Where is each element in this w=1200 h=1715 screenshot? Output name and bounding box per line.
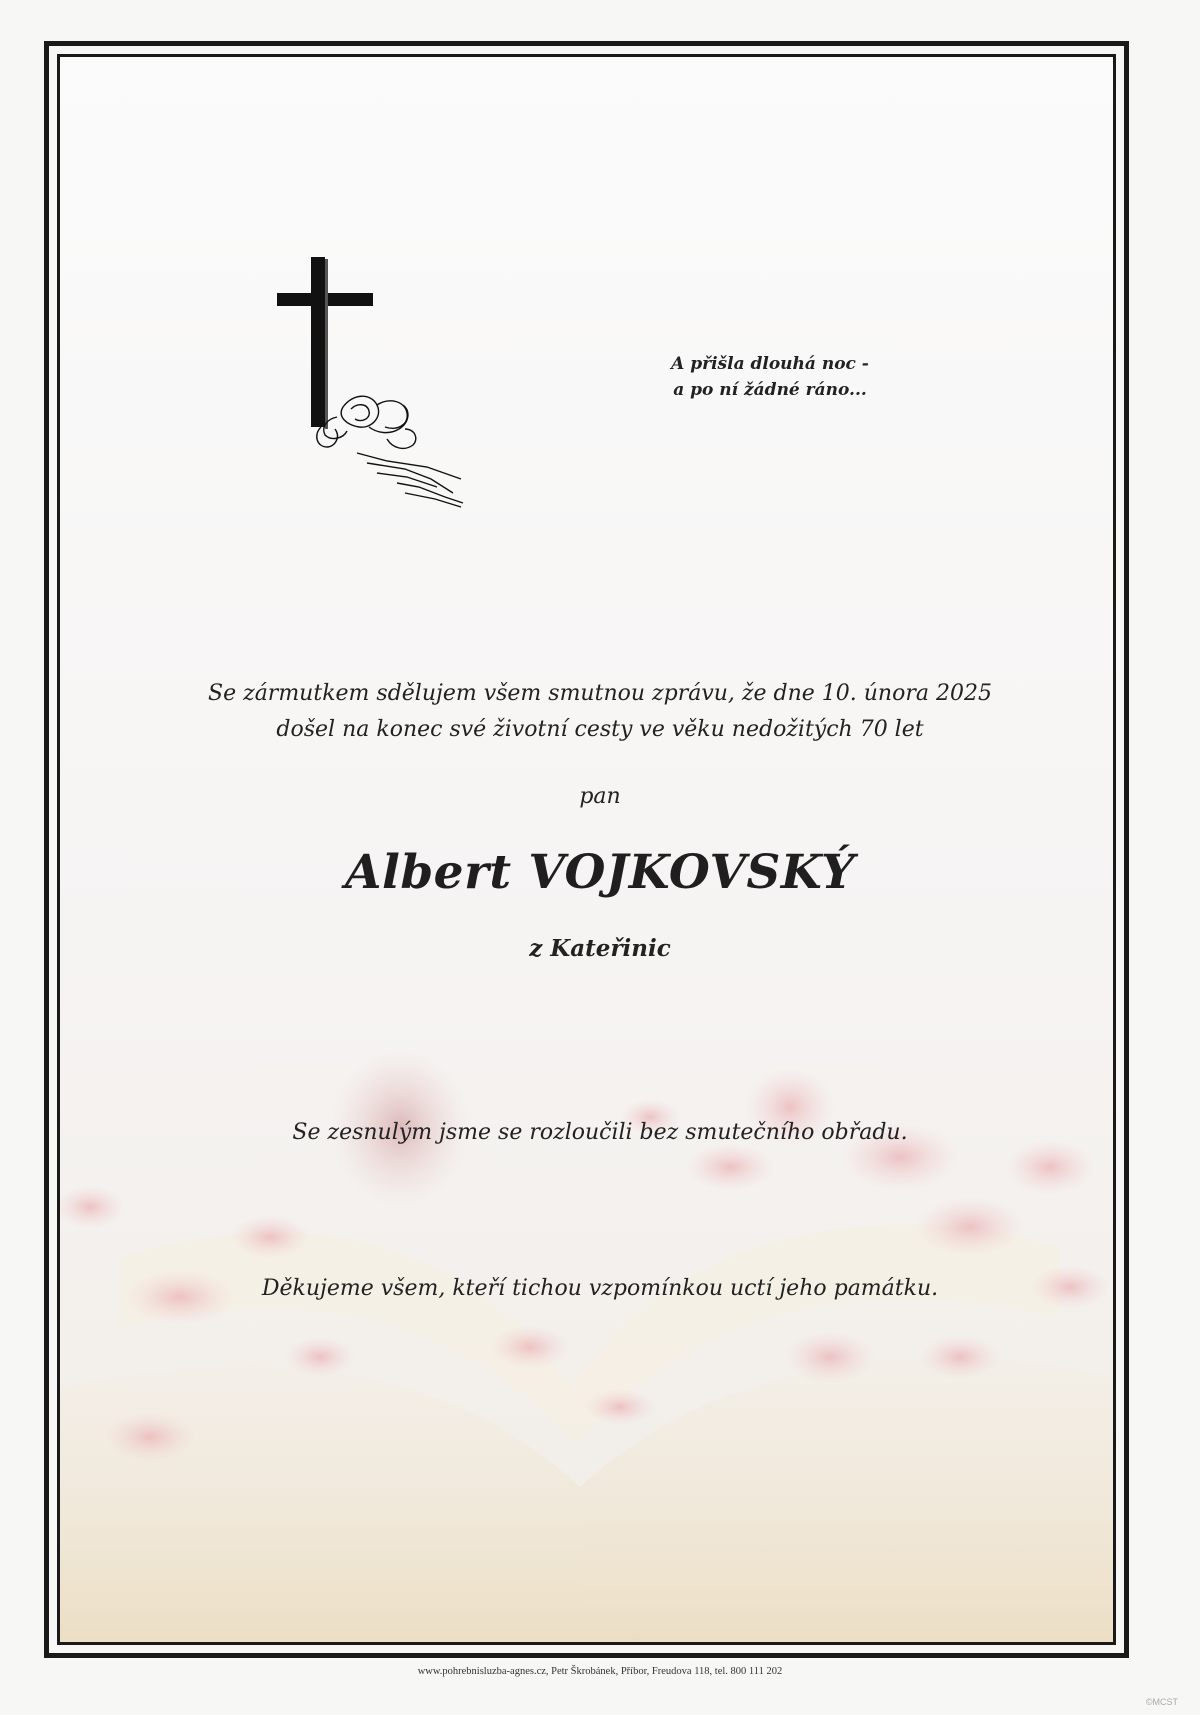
cross-with-rose (277, 257, 477, 527)
motto-line-1: A přišla dlouhá noc - (671, 354, 869, 374)
origin: z Kateřinic (529, 935, 671, 962)
motto (620, 351, 920, 403)
rose-icon (317, 396, 463, 507)
thanks-text: Děkujeme všem, kteří tichou vzpomínkou uctí jeho památku. (261, 1276, 939, 1301)
announcement (0, 676, 1200, 748)
deceased-name: Albert VOJKOVSKÝ (345, 845, 855, 900)
announcement-line-2: došel na konec své životní cesty ve věku nedožitých 70 let (276, 717, 924, 742)
farewell-text: Se zesnulým jsme se rozloučili bez smutečního obřadu. (292, 1120, 908, 1145)
watermark: ©MCST (1145, 1697, 1178, 1707)
footer-contact: www.pohrebnisluzba-agnes.cz, Petr Škrobánek, Příbor, Freudova 118, tel. 800 111 202 (417, 1666, 783, 1677)
announcement-line-1: Se zármutkem sdělujem všem smutnou zprávu, že dne 10. února 2025 (208, 681, 992, 706)
motto-line-2: a po ní žádné ráno... (673, 380, 867, 400)
cross-icon (277, 257, 373, 429)
salutation: pan (579, 784, 621, 809)
